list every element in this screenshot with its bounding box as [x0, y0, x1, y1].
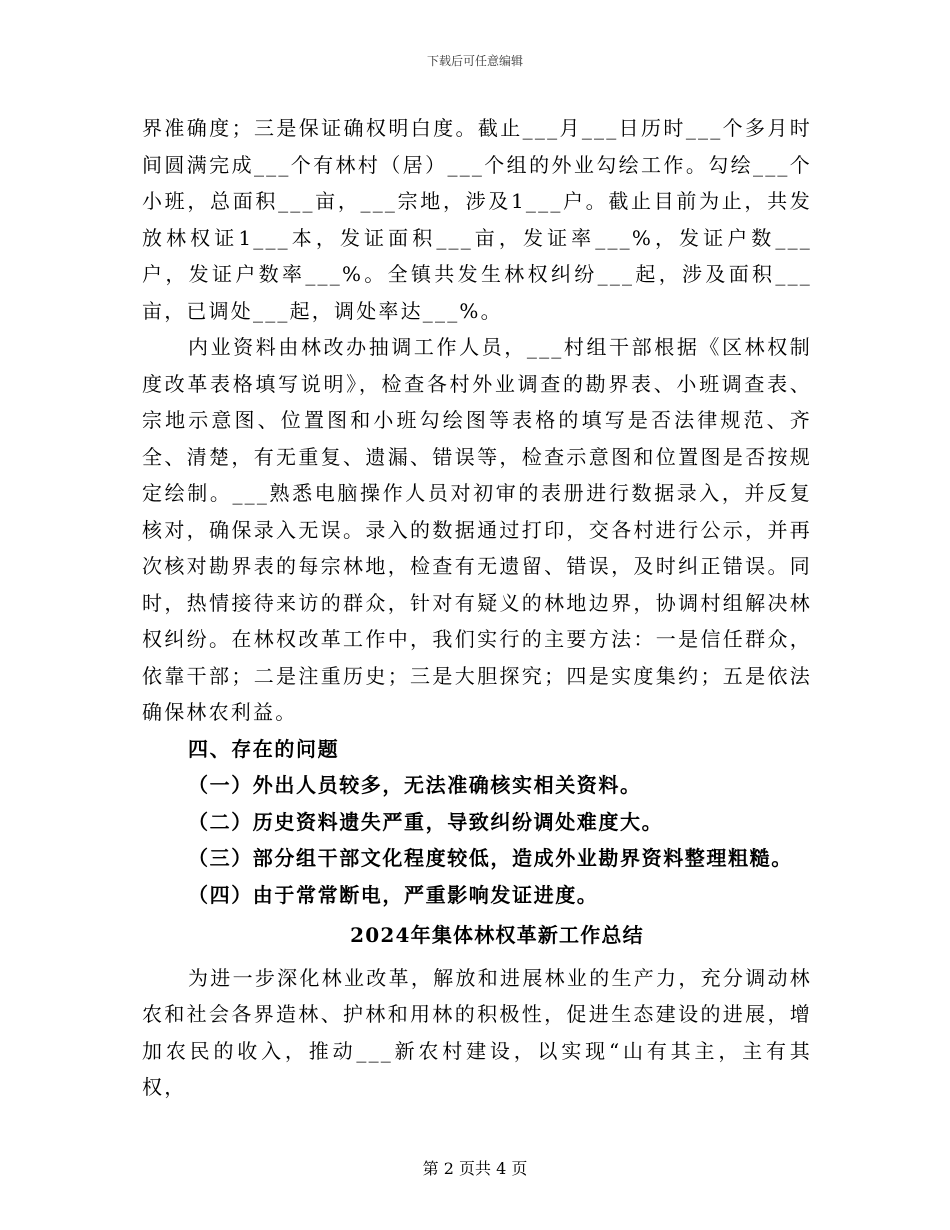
page-header: 下载后可任意编辑 — [426, 54, 523, 68]
issue-item-4: （四）由于常常断电，严重影响发证进度。 — [188, 882, 599, 907]
body-paragraph-1: 界准确度；三是保证确权明白度。截止___月___日历时___个多月时间圆满完成___个有林村（居）___个组的外业勾绘工作。勾绘___个小班，总面积___亩，___宗地，涉及1___户。截止目前为止，共发放林权证1___本，发证面积___亩，发证率___%，发证户数___户，发证户数率___%。全镇共发生林权纠纷___起，涉及面积___亩，已调处___起，调处率达___%。 — [142, 116, 812, 323]
document-body — [142, 110, 812, 1106]
document-title: 2024年集体林权革新工作总结 — [350, 923, 644, 947]
body-paragraph-3: 为进一步深化林业改革，解放和进展林业的生产力，充分调动林农和社会各界造林、护林和用林的积极性，促进生态建设的进展，增加农民的收入，推动___新农村建设，以实现“山有其主，主有其权， — [142, 965, 812, 1099]
issue-item-1: （一）外出人员较多，无法准确核实相关资料。 — [188, 773, 642, 797]
issue-item-2: （二）历史资料遗失严重，导致纠纷调处难度大。 — [188, 809, 664, 834]
section-heading-problems: 四、存在的问题 — [188, 736, 340, 761]
body-paragraph-2: 内业资料由林改办抽调工作人员，___村组干部根据《区林权制度改革表格填写说明》，检查各村外业调查的勘界表、小班调查表、宗地示意图、位置图和小班勾绘图等表格的填写是否法律规范、齐全、清楚，有无重复、遗漏、错误等，检查示意图和位置图是否按规定绘制。___熟悉电脑操作人员对初审的表册进行数据录入，并反复核对，确保录入无误。录入的数据通过打印，交各村进行公示，并再次核对勘界表的每宗林地，检查有无遗留、错误，及时纠正错误。同时，热情接待来访的群众，针对有疑义的林地边界，协调村组解决林权纠纷。在林权改革工作中，我们实行的主要方法：一是信任群众，依靠干部；二是注重历史；三是大胆探究；四是实度集约；五是依法确保林农利益。 — [142, 335, 812, 724]
page-footer: 第 2 页共 4 页 — [422, 1159, 528, 1178]
issue-item-3: （三）部分组干部文化程度较低，造成外业勘界资料整理粗糙。 — [188, 846, 793, 870]
